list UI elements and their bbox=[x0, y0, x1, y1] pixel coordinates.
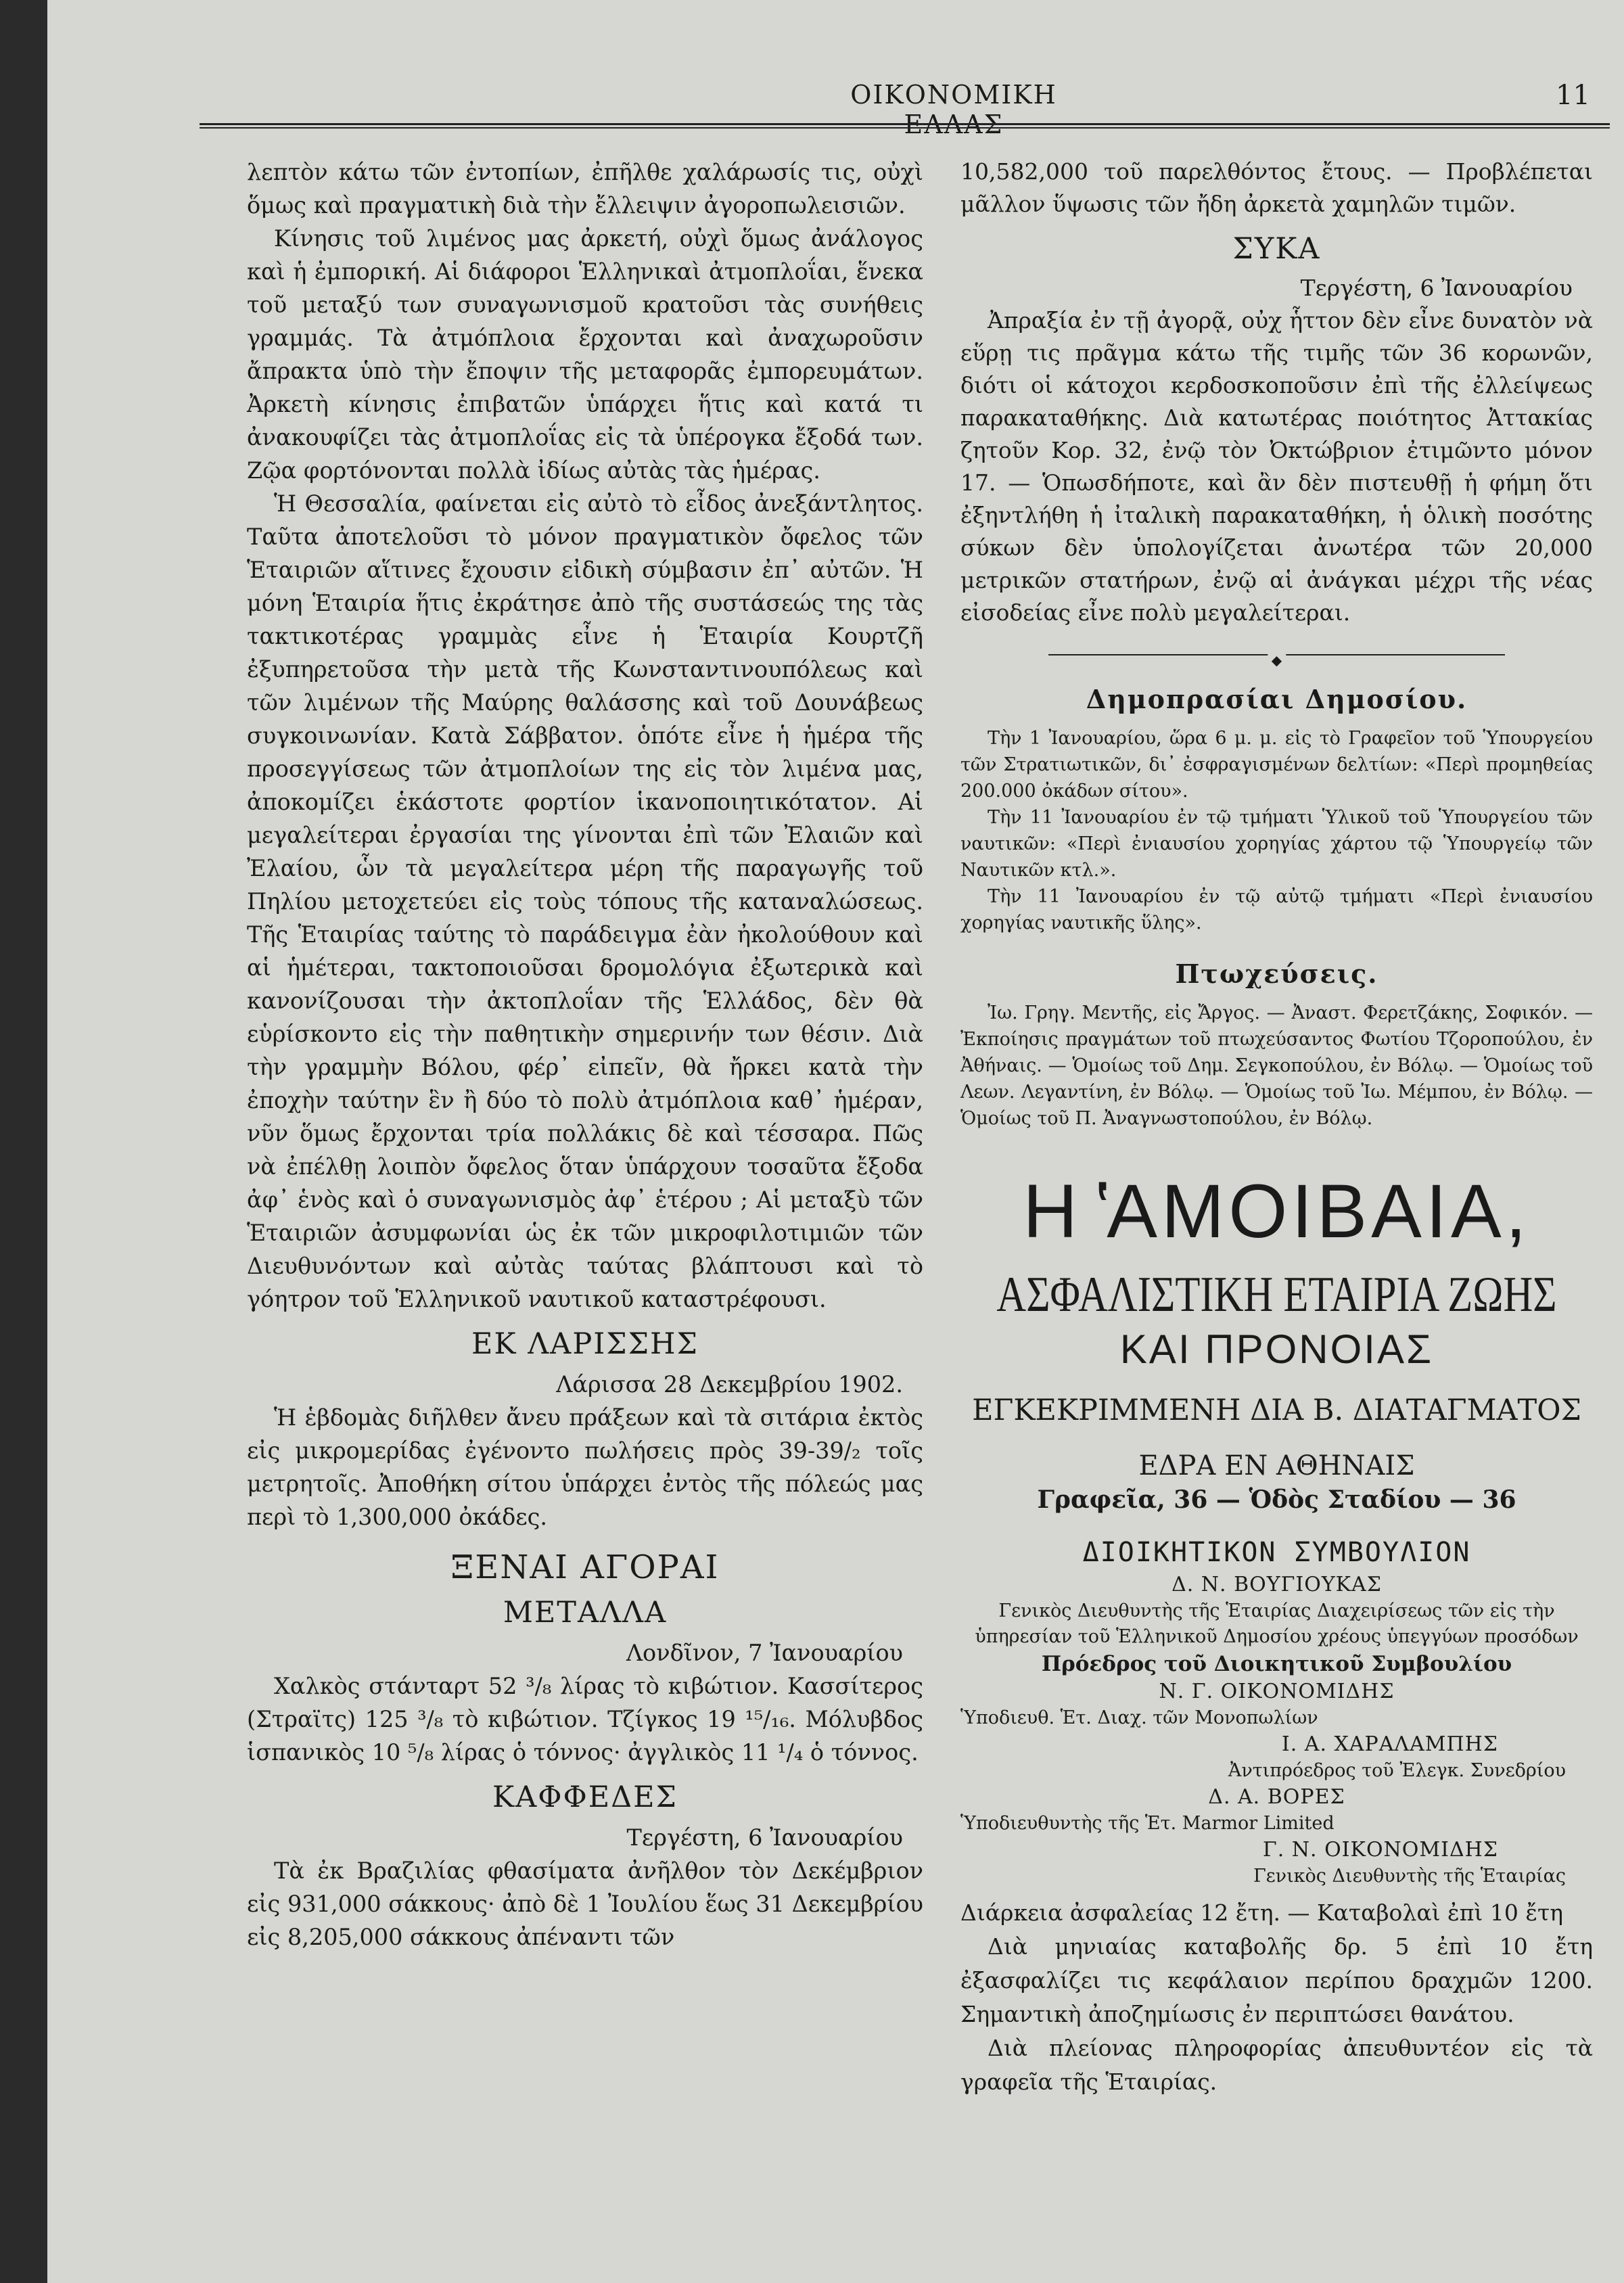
ad-seat: ΕΔΡΑ ΕΝ ΑΘΗΝΑΙΣ bbox=[1138, 1450, 1415, 1481]
paragraph: Ἡ ἑβδομὰς διῆλθεν ἄνευ πράξεων καὶ τὰ σιτάρια ἐκτὸς εἰς μικρομερίδας ἐγένοντο πωλήσεις πρὸς 39-39/₂ τοῖς μετρητοῖς. Ἀποθήκη σίτου ὑπάρχει ἐντὸς τῆς πόλεώς μας περὶ τὸ 1,300,000 ὀκάδες. bbox=[247, 1404, 923, 1530]
ad-duration: Διάρκεια ἀσφαλείας 12 ἔτη. — Καταβολαὶ ἐπὶ 10 ἔτη bbox=[960, 1899, 1564, 1926]
bankruptcy-notices bbox=[960, 1000, 1593, 1132]
paragraph: λεπτὸν κάτω τῶν ἐντοπίων, ἐπῆλθε χαλάρωσίς τις, οὐχὶ ὅμως καὶ πραγματικὴ διὰ τὴν ἔλλειψιν ἀγοροπωλεισιῶν. bbox=[247, 159, 923, 218]
ad-title: Η ̔ΑΜΟΙΒΑΙΑ, bbox=[1023, 1169, 1531, 1253]
ad-board-title: ΔΙΟΙΚΗΤΙΚΟΝ ΣΥΜΒΟΥΛΙΟΝ bbox=[1082, 1537, 1471, 1568]
board-member-role: Ὑποδιευθυντὴς τῆς Ἑτ. Marmor Limited bbox=[960, 1813, 1335, 1834]
board-member-role: Γενικὸς Διευθυντὴς τῆς Ἑταιρίας bbox=[1253, 1866, 1566, 1887]
section-title-larissa: ΕΚ ΛΑΡΙΣΣΗΣ bbox=[471, 1327, 699, 1361]
paragraph: Κίνησις τοῦ λιμένος μας ἀρκετή, οὐχὶ ὅμως ἀνάλογος καὶ ἡ ἐμπορική. Αἱ διάφοροι Ἑλληνικαὶ ἀτμοπλοΐαι, ἕνεκα τοῦ μεταξύ των συναγωνισμοῦ κρατοῦσι τὰς συνήθεις γραμμάς. Τὰ ἀτμόπλοια ἔρχονται καὶ ἀναχωροῦσιν ἄπρακτα ὑπὸ τὴν ἔποψιν τῆς μεταφορᾶς ἐμπορευμάτων. Ἀρκετὴ κίνησις ἐπιβατῶν ὑπάρχει ἥτις καὶ κατά τι ἀνακουφίζει τὰς ἀτμοπλοΐας εἰς τὰ ὑπέρογκα ἔξοδά των. Ζῷα φορτόνονται πολλὰ ἰδίως αὐτὰς τὰς ἡμέρας. bbox=[247, 225, 923, 484]
dateline: Τεργέστη, 6 Ἰανουαρίου bbox=[1300, 275, 1573, 301]
section-title-metals: ΜΕΤΑΛΛΑ bbox=[503, 1596, 668, 1630]
ad-offices: Γραφεῖα, 36 — Ὁδὸς Σταδίου — 36 bbox=[1037, 1485, 1516, 1514]
running-head: ΟΙΚΟΝΟΜΙΚΗ ΕΛΛΑΣ bbox=[850, 80, 1057, 139]
notice-item: Τὴν 1 Ἰανουαρίου, ὥρα 6 μ. μ. εἰς τὸ Γραφεῖον τοῦ Ὑπουργείου τῶν Στρατιωτικῶν, δι᾽ ἐσφραγισμένων δελτίων: «Περὶ προμηθείας 200.000 ὀκάδων σίτου». bbox=[960, 728, 1593, 802]
newspaper-page bbox=[47, 0, 1624, 2283]
section-title-public-auctions: Δημοπρασίαι Δημοσίου. bbox=[1086, 684, 1468, 714]
auction-notices bbox=[960, 725, 1593, 936]
board-member-name: Ι. Α. ΧΑΡΑΛΑΜΠΗΣ bbox=[1281, 1732, 1498, 1756]
ornament-divider bbox=[1048, 648, 1505, 662]
paragraph: Ἀπραξία ἐν τῇ ἀγορᾷ, οὐχ ἧττον δὲν εἶνε δυνατὸν νὰ εὕρῃ τις πρᾶγμα κάτω τῆς τιμῆς τῶν 36 κορωνῶν, διότι οἱ κάτοχοι κερδοσκοποῦσιν ἐπὶ τῆς ἐλλείψεως παρακαταθήκης. Διὰ κατωτέρας ποιότητος Ἀττακίας ζητοῦν Κορ. 32, ἐνῷ τὸν Ὀκτώβριον ἐτιμῶντο μόνον 17. — Ὁπωσδήποτε, καὶ ἂν δὲν πιστευθῇ ἡ φήμη ὅτι ἐξηντλήθη ἡ ἰταλικὴ παρακαταθήκη, ἡ ὁλικὴ ποσότης σύκων δὲν ὑπολογίζεται ἀνωτέρα τῶν 20,000 μετρικῶν στατήρων, ἐνῷ αἱ ἀνάγκαι μέχρι τῆς νέας εἰσοδείας εἶνε πολὺ μεγαλείτεραι. bbox=[960, 307, 1593, 626]
section-title-figs: ΣΥΚΑ bbox=[1232, 232, 1321, 266]
board-chair-title: Πρόεδρος τοῦ Διοικητικοῦ Συμβουλίου bbox=[1041, 1652, 1512, 1676]
board-member-name: Δ. Ν. ΒΟΥΓΙΟΥΚΑΣ bbox=[1171, 1573, 1382, 1596]
ad-company-name: ΑΣΦΑΛΙΣΤΙΚΗ ΕΤΑΙΡΙΑ ΖΩΗΣ bbox=[996, 1267, 1557, 1322]
notice-item: Τὴν 11 Ἰανουαρίου ἐν τῷ τμήματι Ὑλικοῦ τοῦ Ὑπουργείου τῶν ναυτικῶν: «Περὶ ἐνιαυσίου χορηγίας χάρτου τῷ Ὑπουργείῳ τῶν Ναυτικῶν κτλ.». bbox=[960, 807, 1593, 881]
dateline: Τεργέστη, 6 Ἰανουαρίου bbox=[626, 1824, 903, 1851]
board-member-role: Ὑποδιευθ. Ἑτ. Διαχ. τῶν Μονοπωλίων bbox=[960, 1707, 1318, 1728]
ad-approval-line: ΕΓΚΕΚΡΙΜΜΕΝΗ ΔΙΑ Β. ΔΙΑΤΑΓΜΑΤΟΣ bbox=[972, 1393, 1581, 1427]
board-member-role: Ἀντιπρόεδρος τοῦ Ἐλεγκ. Συνεδρίου bbox=[1228, 1760, 1566, 1781]
left-column bbox=[247, 156, 923, 1954]
board-member-name: Γ. Ν. ΟΙΚΟΝΟΜΙΔΗΣ bbox=[1262, 1838, 1498, 1862]
notice-item: Ἰω. Γρηγ. Μεντῆς, εἰς Ἄργος. — Ἀναστ. Φερετζάκης, Σοφικόν. — Ἐκποίησις πραγμάτων τοῦ πτωχεύσαντος Φωτίου Τζοροπούλου, ἐν Ἀθήναις. — Ὁμοίως τοῦ Δημ. Σεγκοπούλου, ἐν Βόλῳ. — Ὁμοίως τοῦ Λεων. Λεγαντίνη, ἐν Βόλῳ. — Ὁμοίως τοῦ Ἰω. Μέμπου, ἐν Βόλῳ. — Ὁμοίως τοῦ Π. Ἀναγνωστοπούλου, ἐν Βόλῳ. bbox=[960, 1002, 1593, 1129]
board-member-name: Δ. Α. ΒΟΡΕΣ bbox=[1208, 1785, 1345, 1809]
paragraph: Ἡ Θεσσαλία, φαίνεται εἰς αὐτὸ τὸ εἶδος ἀνεξάντλητος. Ταῦτα ἀποτελοῦσι τὸ μόνον πραγματικὸν ὄφελος τῶν Ἑταιριῶν αἵτινες ἔχουσιν εἰδικὴ σύμβασιν ἐπ᾽ αὐτῶν. Ἡ μόνη Ἑταιρία ἥτις ἐκράτησε ἀπὸ τῆς συστάσεώς της τὰς τακτικοτέρας γραμμὰς εἶνε ἡ Ἑταιρία Κουρτζῆ ἐξυπηρετοῦσα τὴν μετὰ τῆς Κωνσταντινουπόλεως καὶ τῶν λιμένων τῆς Μαύρης θαλάσσης καὶ τοῦ Δουνάβεως συγκοινωνίαν. Κατὰ Σάββατον. ὁπότε εἶνε ἡ ἡμέρα τῆς προσεγγίσεως τῶν ἀτμοπλοίων της εἰς τὸν λιμένα μας, ἀποκομίζει ἑκάστοτε φορτίον ἱκανοποιητικότατον. Αἱ μεγαλείτεραι ἐργασίαι της γίνονται ἐπὶ τῶν Ἐλαιῶν καὶ Ἐλαίου, ὧν τὰ μεγαλείτερα μέρη τῆς παραγωγῆς τοῦ Πηλίου μετοχετεύει εἰς τοὺς τόπους τῆς καταναλώσεως. Τῆς Ἑταιρίας ταύτης τὸ παράδειγμα ἐὰν ἠκολούθουν καὶ αἱ ἡμέτεραι, τακτοποιοῦσαι δρομολόγια ἐξωτερικὰ καὶ κανονίζουσαι τὴν ἀκτοπλοΐαν τῆς Ἑλλάδος, δὲν θὰ εὑρίσκοντο εἰς τὴν παθητικὴν σημερινήν των θέσιν. Διὰ τὴν γραμμὴν Βόλου, φέρ᾽ εἰπεῖν, θὰ ἤρκει κατὰ τὴν ἐποχὴν ταύτην ἓν ἢ δύο τὸ πολὺ ἀτμόπλοια καθ᾽ ἡμέραν, νῦν ὅμως ἔρχονται τρία πολλάκις δὲ καὶ τέσσαρα. Πῶς νὰ ἐπέλθῃ λοιπὸν ὄφελος ὅταν ὑπάρχουν τοσαῦτα ἔξοδα ἀφ᾽ ἑνὸς καὶ ὁ συναγωνισμὸς ἀφ᾽ ἑτέρου ; Αἱ μεταξὺ τῶν Ἑταιριῶν ἀσυμφωνίαι ὡς ἐκ τῶν μικροφιλοτιμιῶν τῶν Διευθυνόντων καὶ αὐτὰς ταύτας βλάπτουσι καὶ τὸ γόητρον τοῦ Ἑλληνικοῦ ναυτικοῦ καταστρέφουσι. bbox=[247, 490, 923, 1312]
paragraph: Χαλκὸς στάνταρτ 52 ³/₈ λίρας τὸ κιβώτιον. Κασσίτερος (Στραϊτς) 125 ³/₈ τὸ κιβώτιον. Τζίγκος 19 ¹⁵/₁₆. Μόλυβδος ἱσπανικὸς 10 ⁵/₈ λίρας ὁ τόννος· ἀγγλικὸς 11 ¹/₄ ὁ τόννος. bbox=[247, 1673, 923, 1766]
paragraph: Τὰ ἐκ Βραζιλίας φθασίματα ἀνῆλθον τὸν Δεκέμβριον εἰς 931,000 σάκκους· ἀπὸ δὲ 1 Ἰουλίου ἕως 31 Δεκεμβρίου εἰς 8,205,000 σάκκους ἀπέναντι τῶν bbox=[247, 1858, 923, 1950]
right-column bbox=[960, 156, 1593, 2099]
dateline: Λάρισσα 28 Δεκεμβρίου 1902. bbox=[556, 1371, 903, 1398]
ad-board-list bbox=[960, 1571, 1593, 1889]
paragraph: 10,582,000 τοῦ παρελθόντος ἔτους. — Προβλέπεται μᾶλλον ὕψωσις τῶν ἤδη ἀρκετὰ χαμηλῶν τιμῶν. bbox=[960, 158, 1593, 217]
page-number: 11 bbox=[1556, 80, 1590, 111]
section-title-bankruptcies: Πτωχεύσεις. bbox=[1175, 959, 1378, 989]
section-title-foreign-markets: ΞΕΝΑΙ ΑΓΟΡΑΙ bbox=[450, 1548, 720, 1586]
notice-item: Τὴν 11 Ἰανουαρίου ἐν τῷ αὐτῷ τμήματι «Περὶ ἐνιαυσίου χορηγίας ναυτικῆς ὕλης». bbox=[960, 886, 1593, 933]
ad-subtitle: ΚΑΙ ΠΡΟΝΟΙΑΣ bbox=[1119, 1327, 1434, 1372]
paragraph: Διὰ μηνιαίας καταβολῆς δρ. 5 ἐπὶ 10 ἔτη ἐξασφαλίζει τις κεφάλαιον περίπου δραχμῶν 1200. Σημαντικὴ ἀποζημίωσις ἐν περιπτώσει θανάτου. bbox=[960, 1933, 1593, 2027]
section-title-coffee: ΚΑΦΦΕΔΕΣ bbox=[492, 1780, 678, 1814]
board-member-role: Γενικὸς Διευθυντὴς τῆς Ἑταιρίας Διαχειρίσεως τῶν εἰς τὴν ὑπηρεσίαν τοῦ Ἑλληνικοῦ Δημοσίου χρέους ὑπεγγύων προσόδων bbox=[975, 1600, 1579, 1647]
dateline: Λονδῖνον, 7 Ἰανουαρίου bbox=[626, 1640, 903, 1666]
paragraph: Διὰ πλείονας πληροφορίας ἀπευθυντέον εἰς τὰ γραφεῖα τῆς Ἑταιρίας. bbox=[960, 2035, 1593, 2095]
header-rule bbox=[200, 123, 1610, 129]
board-member-name: Ν. Γ. ΟΙΚΟΝΟΜΙΔΗΣ bbox=[1159, 1680, 1395, 1703]
ad-body bbox=[960, 1930, 1593, 2099]
